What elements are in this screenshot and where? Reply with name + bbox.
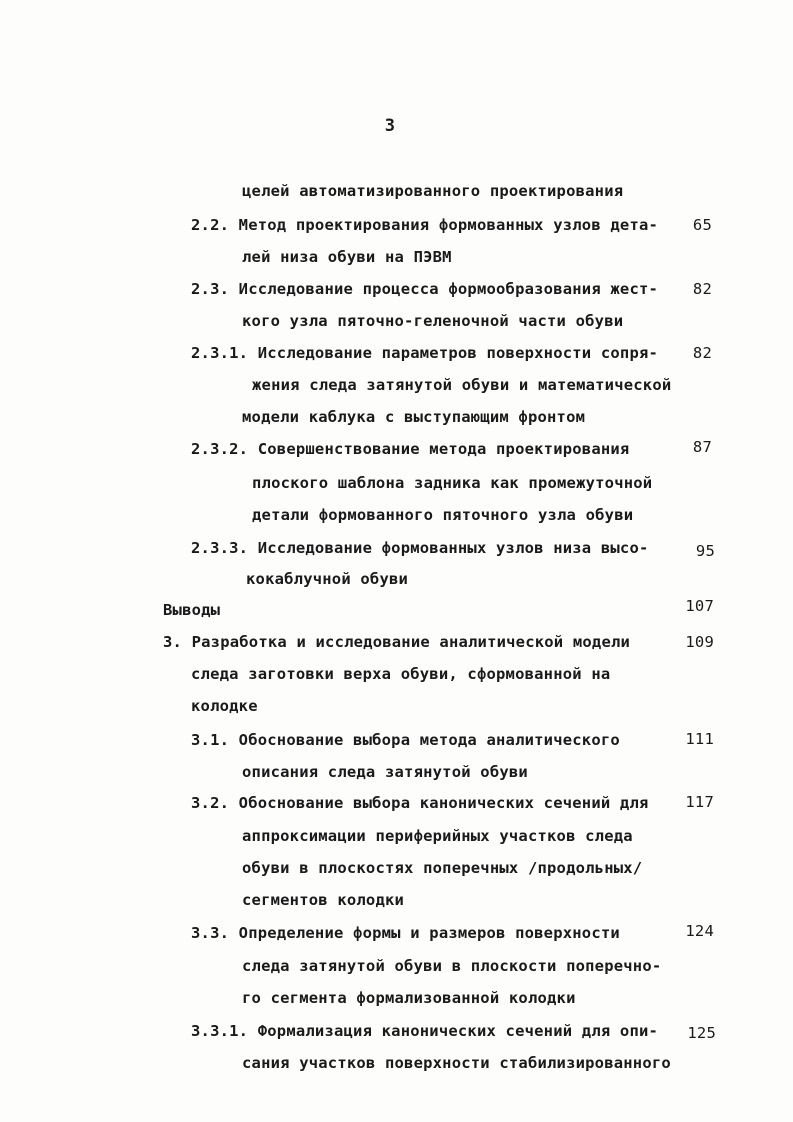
toc-page-number: 82 — [692, 280, 712, 298]
toc-page-number: 109 — [685, 633, 714, 651]
toc-line: жения следа затянутой обуви и математической — [252, 376, 672, 394]
toc-line: лей низа обуви на ПЭВМ — [242, 248, 452, 266]
toc-line: 2.3.3. Исследование формованных узлов низа высо- — [191, 539, 649, 557]
toc-page-number: 87 — [692, 438, 712, 456]
toc-line: следа заготовки верха обуви, сформованной на — [191, 665, 611, 683]
toc-line: 3.1. Обоснование выбора метода аналитического — [191, 731, 620, 749]
toc-line: 2.3.2. Совершенствование метода проектирования — [191, 440, 630, 458]
toc-line: целей автоматизированного проектирования — [242, 182, 624, 200]
toc-line: сания участков поверхности стабилизированного — [242, 1054, 671, 1072]
toc-page-number: 107 — [685, 597, 714, 615]
toc-line: описания следа затянутой обуви — [242, 763, 528, 781]
toc-line: модели каблука с выступающим фронтом — [242, 408, 586, 426]
toc-line: детали формованного пяточного узла обуви — [252, 506, 634, 524]
toc-line: 2.2. Метод проектирования формованных узлов дета- — [191, 216, 659, 234]
toc-page-number: 124 — [685, 922, 714, 940]
toc-page-number: 111 — [685, 730, 714, 748]
toc-line: 2.3.1. Исследование параметров поверхности сопря- — [191, 344, 659, 362]
toc-line: аппроксимации периферийных участков следа — [242, 827, 633, 845]
toc-page-number: 95 — [695, 542, 715, 560]
toc-line: обуви в плоскостях поперечных /продольных/ — [242, 859, 643, 877]
toc-page-number: 125 — [687, 1024, 716, 1042]
toc-page-number: 82 — [692, 344, 712, 362]
toc-line: кокаблучной обуви — [246, 570, 409, 588]
toc-line: 3.3. Определение формы и размеров поверхности — [191, 924, 620, 942]
toc-line: 2.3. Исследование процесса формообразования жест- — [191, 280, 659, 298]
toc-line: колодке — [191, 697, 258, 715]
toc-page-number: 65 — [692, 216, 712, 234]
toc-line: Выводы — [163, 601, 221, 619]
toc-page-number: 117 — [685, 793, 714, 811]
toc-line: плоского шаблона задника как промежуточной — [252, 474, 653, 492]
toc-line: сегментов колодки — [242, 891, 405, 909]
toc-line: кого узла пяточно-геленочной части обуви — [242, 312, 624, 330]
toc-line: следа затянутой обуви в плоскости поперечно- — [242, 957, 662, 975]
toc-line: го сегмента формализованной колодки — [242, 989, 576, 1007]
page-number: 3 — [384, 116, 396, 136]
toc-line: 3.2. Обоснование выбора канонических сечений для — [191, 794, 649, 812]
toc-line: 3. Разработка и исследование аналитической модели — [163, 633, 631, 651]
toc-line: 3.3.1. Формализация канонических сечений для опи- — [191, 1022, 659, 1040]
